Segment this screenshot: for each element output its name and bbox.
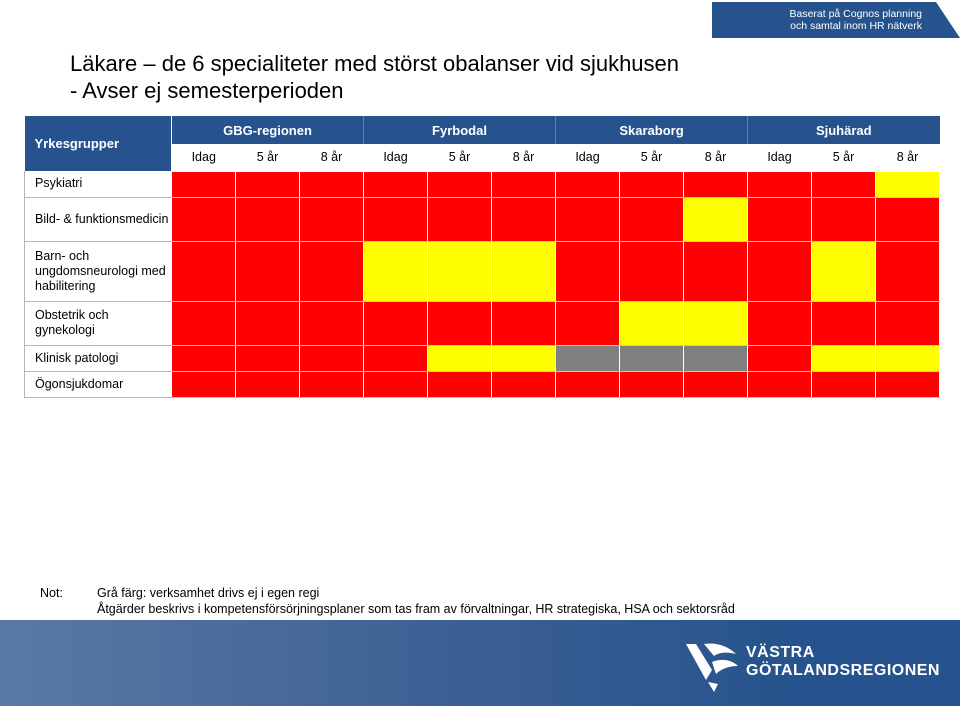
- period-header: 8 år: [876, 144, 940, 171]
- status-cell: [876, 371, 940, 397]
- status-cell: [236, 241, 300, 301]
- status-cell: [620, 197, 684, 241]
- status-cell: [876, 241, 940, 301]
- status-cell: [812, 241, 876, 301]
- status-cell: [236, 345, 300, 371]
- status-cell: [492, 197, 556, 241]
- logo-line-1: VÄSTRA: [746, 644, 815, 661]
- status-cell: [684, 171, 748, 197]
- footer-band: [0, 620, 960, 706]
- status-cell: [172, 371, 236, 397]
- status-cell: [556, 197, 620, 241]
- status-cell: [556, 371, 620, 397]
- source-badge: [712, 0, 960, 38]
- status-cell: [364, 171, 428, 197]
- status-cell: [876, 171, 940, 197]
- badge-line-1: Baserat på Cognos planning: [789, 8, 922, 20]
- badge-text: [722, 8, 922, 32]
- status-cell: [428, 241, 492, 301]
- status-cell: [812, 301, 876, 345]
- table-row: [25, 371, 940, 397]
- logo-text: [746, 644, 940, 680]
- status-cell: [300, 301, 364, 345]
- period-header: 5 år: [620, 144, 684, 171]
- status-cell: [812, 345, 876, 371]
- status-cell: [620, 371, 684, 397]
- status-cell: [492, 371, 556, 397]
- period-header: Idag: [172, 144, 236, 171]
- page-title: [70, 50, 679, 104]
- status-cell: [300, 345, 364, 371]
- row-label: Barn- och ungdomsneurologi med habilitering: [25, 241, 172, 301]
- status-cell: [428, 371, 492, 397]
- status-cell: [364, 345, 428, 371]
- status-cell: [236, 301, 300, 345]
- badge-line-2: och samtal inom HR nätverk: [790, 20, 922, 32]
- region-header: Sjuhärad: [748, 116, 940, 144]
- status-cell: [172, 345, 236, 371]
- status-cell: [428, 197, 492, 241]
- row-label: Obstetrik och gynekologi: [25, 301, 172, 345]
- period-header: 5 år: [428, 144, 492, 171]
- status-cell: [236, 171, 300, 197]
- status-cell: [172, 241, 236, 301]
- status-cell: [364, 301, 428, 345]
- status-cell: [684, 371, 748, 397]
- status-cell: [684, 345, 748, 371]
- status-cell: [748, 241, 812, 301]
- region-header: GBG-regionen: [172, 116, 364, 144]
- row-label: Psykiatri: [25, 171, 172, 197]
- status-cell: [556, 241, 620, 301]
- status-cell: [492, 301, 556, 345]
- footer-gradient: [0, 620, 800, 706]
- period-header: 8 år: [684, 144, 748, 171]
- status-cell: [172, 301, 236, 345]
- logo-line-2: GÖTALANDSREGIONEN: [746, 662, 940, 679]
- status-cell: [364, 197, 428, 241]
- table-row: [25, 241, 940, 301]
- note-lines: [97, 586, 735, 617]
- status-cell: [876, 345, 940, 371]
- status-cell: [300, 197, 364, 241]
- table-row: [25, 171, 940, 197]
- status-cell: [172, 197, 236, 241]
- status-cell: [300, 241, 364, 301]
- status-cell: [748, 345, 812, 371]
- row-header: Yrkesgrupper: [25, 116, 172, 171]
- title-line-1: Läkare – de 6 specialiteter med störst obalanser vid sjukhusen: [70, 51, 680, 76]
- status-cell: [620, 301, 684, 345]
- status-cell: [748, 371, 812, 397]
- note-label: Not:: [40, 586, 63, 600]
- status-cell: [876, 301, 940, 345]
- status-cell: [364, 371, 428, 397]
- status-cell: [428, 171, 492, 197]
- row-label: Bild- & funktionsmedicin: [25, 197, 172, 241]
- period-header: 8 år: [300, 144, 364, 171]
- status-cell: [684, 301, 748, 345]
- period-header: Idag: [556, 144, 620, 171]
- status-cell: [492, 345, 556, 371]
- period-header: 5 år: [236, 144, 300, 171]
- status-cell: [428, 301, 492, 345]
- note-line-2: Åtgärder beskrivs i kompetensförsörjningsplaner som tas fram av förvaltningar, HR strategiska, HSA och sektorsråd: [97, 601, 735, 616]
- status-cell: [748, 171, 812, 197]
- status-cell: [300, 171, 364, 197]
- status-cell: [812, 171, 876, 197]
- status-cell: [300, 371, 364, 397]
- status-cell: [364, 241, 428, 301]
- status-cell: [684, 241, 748, 301]
- vgr-logo-icon: [682, 634, 742, 694]
- status-cell: [556, 345, 620, 371]
- row-label: Klinisk patologi: [25, 345, 172, 371]
- status-cell: [236, 371, 300, 397]
- status-cell: [812, 197, 876, 241]
- status-cell: [492, 171, 556, 197]
- period-header: Idag: [364, 144, 428, 171]
- table-row: [25, 301, 940, 345]
- row-label: Ögonsjukdomar: [25, 371, 172, 397]
- period-header: 5 år: [812, 144, 876, 171]
- period-header: 8 år: [492, 144, 556, 171]
- status-cell: [748, 301, 812, 345]
- region-header: Skaraborg: [556, 116, 748, 144]
- status-cell: [428, 345, 492, 371]
- status-cell: [684, 197, 748, 241]
- status-cell: [876, 197, 940, 241]
- status-cell: [556, 301, 620, 345]
- table-row: [25, 345, 940, 371]
- imbalance-table: [24, 116, 940, 398]
- status-cell: [620, 345, 684, 371]
- status-cell: [172, 171, 236, 197]
- status-cell: [492, 241, 556, 301]
- table-row: [25, 197, 940, 241]
- status-cell: [812, 371, 876, 397]
- title-line-2: - Avser ej semesterperioden: [70, 78, 344, 103]
- status-cell: [620, 171, 684, 197]
- period-header: Idag: [748, 144, 812, 171]
- region-header: Fyrbodal: [364, 116, 556, 144]
- status-cell: [620, 241, 684, 301]
- status-cell: [236, 197, 300, 241]
- note-line-1: Grå färg: verksamhet drivs ej i egen regi: [97, 586, 320, 600]
- status-cell: [748, 197, 812, 241]
- status-cell: [556, 171, 620, 197]
